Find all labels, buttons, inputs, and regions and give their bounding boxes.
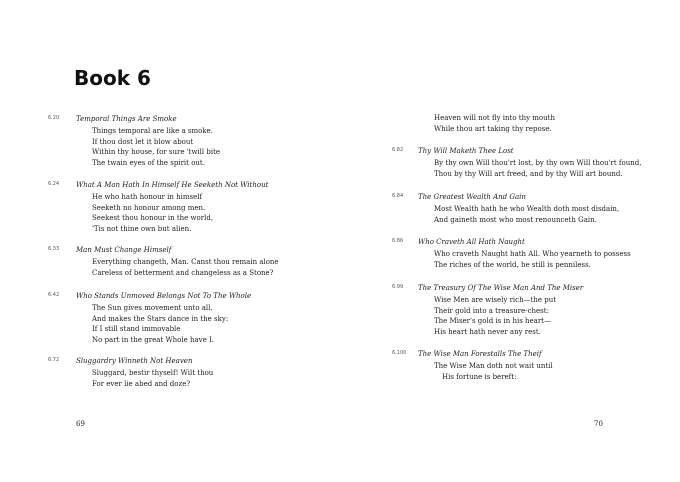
entry-title: The Greatest Wealth And Gain xyxy=(418,193,526,201)
verse-line: Heaven will not fly into thy mouth xyxy=(434,114,555,122)
entry-number: 6.99 xyxy=(392,284,404,290)
entry-number: 6.100 xyxy=(392,350,407,356)
entry-title: Who Craveth All Hath Naught xyxy=(418,238,525,246)
entry-title: Temporal Things Are Smoke xyxy=(76,115,177,123)
entry-number: 6.33 xyxy=(48,246,60,252)
verse-line: Wise Men are wisely rich—the put xyxy=(434,296,557,304)
verse-line: If thou dost let it blow about xyxy=(92,137,194,146)
verse-line: Seekest thou honour in the world, xyxy=(92,214,214,222)
entry-title: Thy Will Maketh Thee Lost xyxy=(418,147,514,155)
verse-line: Most Wealth hath he who Wealth doth most disdain, xyxy=(434,205,620,213)
verse xyxy=(434,204,619,225)
verse-continuation xyxy=(434,113,555,134)
verse xyxy=(434,361,553,382)
verse-line: Sluggard, bestir thyself! Wilt thou xyxy=(92,369,214,377)
verse xyxy=(92,257,279,278)
entry-number: 6.24 xyxy=(48,181,60,187)
entry-title: The Treasury Of The Wise Man And The Miser xyxy=(418,284,584,292)
verse-line: And makes the Stars dance in the sky: xyxy=(92,314,229,323)
entry-number: 6.82 xyxy=(392,147,404,153)
page-number: 70 xyxy=(594,420,603,428)
verse-line: By thy own Will thou'rt lost, by thy own Will thou'rt found, xyxy=(434,159,642,167)
verse xyxy=(434,295,556,337)
right-page xyxy=(340,0,680,482)
verse xyxy=(92,368,213,389)
verse xyxy=(434,249,631,270)
verse xyxy=(92,126,220,168)
verse-line: The Wise Man doth not wait until xyxy=(434,362,553,370)
verse-line: No part in the great Whole have I. xyxy=(92,335,214,344)
entry-number: 6.72 xyxy=(48,357,60,363)
entry-number: 6.86 xyxy=(392,238,404,244)
verse-line: Things temporal are like a smoke. xyxy=(92,127,213,135)
verse xyxy=(92,303,228,345)
verse-line: He who hath honour in himself xyxy=(92,193,203,201)
verse-line: The Sun gives movement unto all, xyxy=(92,304,213,312)
verse-line: The riches of the world, he still is penniless. xyxy=(434,260,591,269)
verse-line: The twain eyes of the spirit out. xyxy=(92,158,205,167)
entry-title: The Wise Man Forestalls The Theif xyxy=(418,350,542,358)
verse-line: The Miser's gold is in his heart— xyxy=(434,317,551,325)
entry-title: Sluggardry Winneth Not Heaven xyxy=(76,357,193,365)
verse-line: And gaineth most who most renounceth Gain. xyxy=(434,215,597,224)
verse-line: Everything changeth, Man. Canst thou remain alone xyxy=(92,258,279,266)
verse-line: Within thy house, for sure 'twill bite xyxy=(92,148,221,156)
entry-title: Man Must Change Himself xyxy=(76,246,172,254)
page-number: 69 xyxy=(76,420,85,428)
verse-line: Their gold into a treasure-chest: xyxy=(434,306,549,315)
verse-line: While thou art taking thy repose. xyxy=(434,124,552,133)
verse xyxy=(92,192,213,234)
entry-number: 6.84 xyxy=(392,193,404,199)
verse-line: If I still stand immovable xyxy=(92,325,181,333)
entry-title: What A Man Hath In Himself He Seeketh Not Without xyxy=(76,181,269,189)
verse-line: Who craveth Naught hath All. Who yearneth to possess xyxy=(434,250,631,258)
verse-line: Seeketh no honour among men. xyxy=(92,203,206,212)
verse-line: Thou by thy Will art freed, and by thy Will art bound. xyxy=(434,169,623,178)
verse-line: For ever lie abed and doze? xyxy=(92,379,191,388)
entry-title: Who Stands Unmoved Belongs Not To The Whole xyxy=(76,292,252,300)
verse-line: His fortune is bereft: xyxy=(442,372,517,381)
entry-number: 6.20 xyxy=(48,115,60,121)
verse xyxy=(434,158,641,179)
verse-line: His heart hath never any rest. xyxy=(434,327,541,336)
entry-number: 6.42 xyxy=(48,292,60,298)
verse-line: 'Tis not thine own but alien. xyxy=(92,224,192,233)
verse-line: Careless of betterment and changeless as a Stone? xyxy=(92,268,274,277)
book-title: Book 6 xyxy=(74,66,151,90)
